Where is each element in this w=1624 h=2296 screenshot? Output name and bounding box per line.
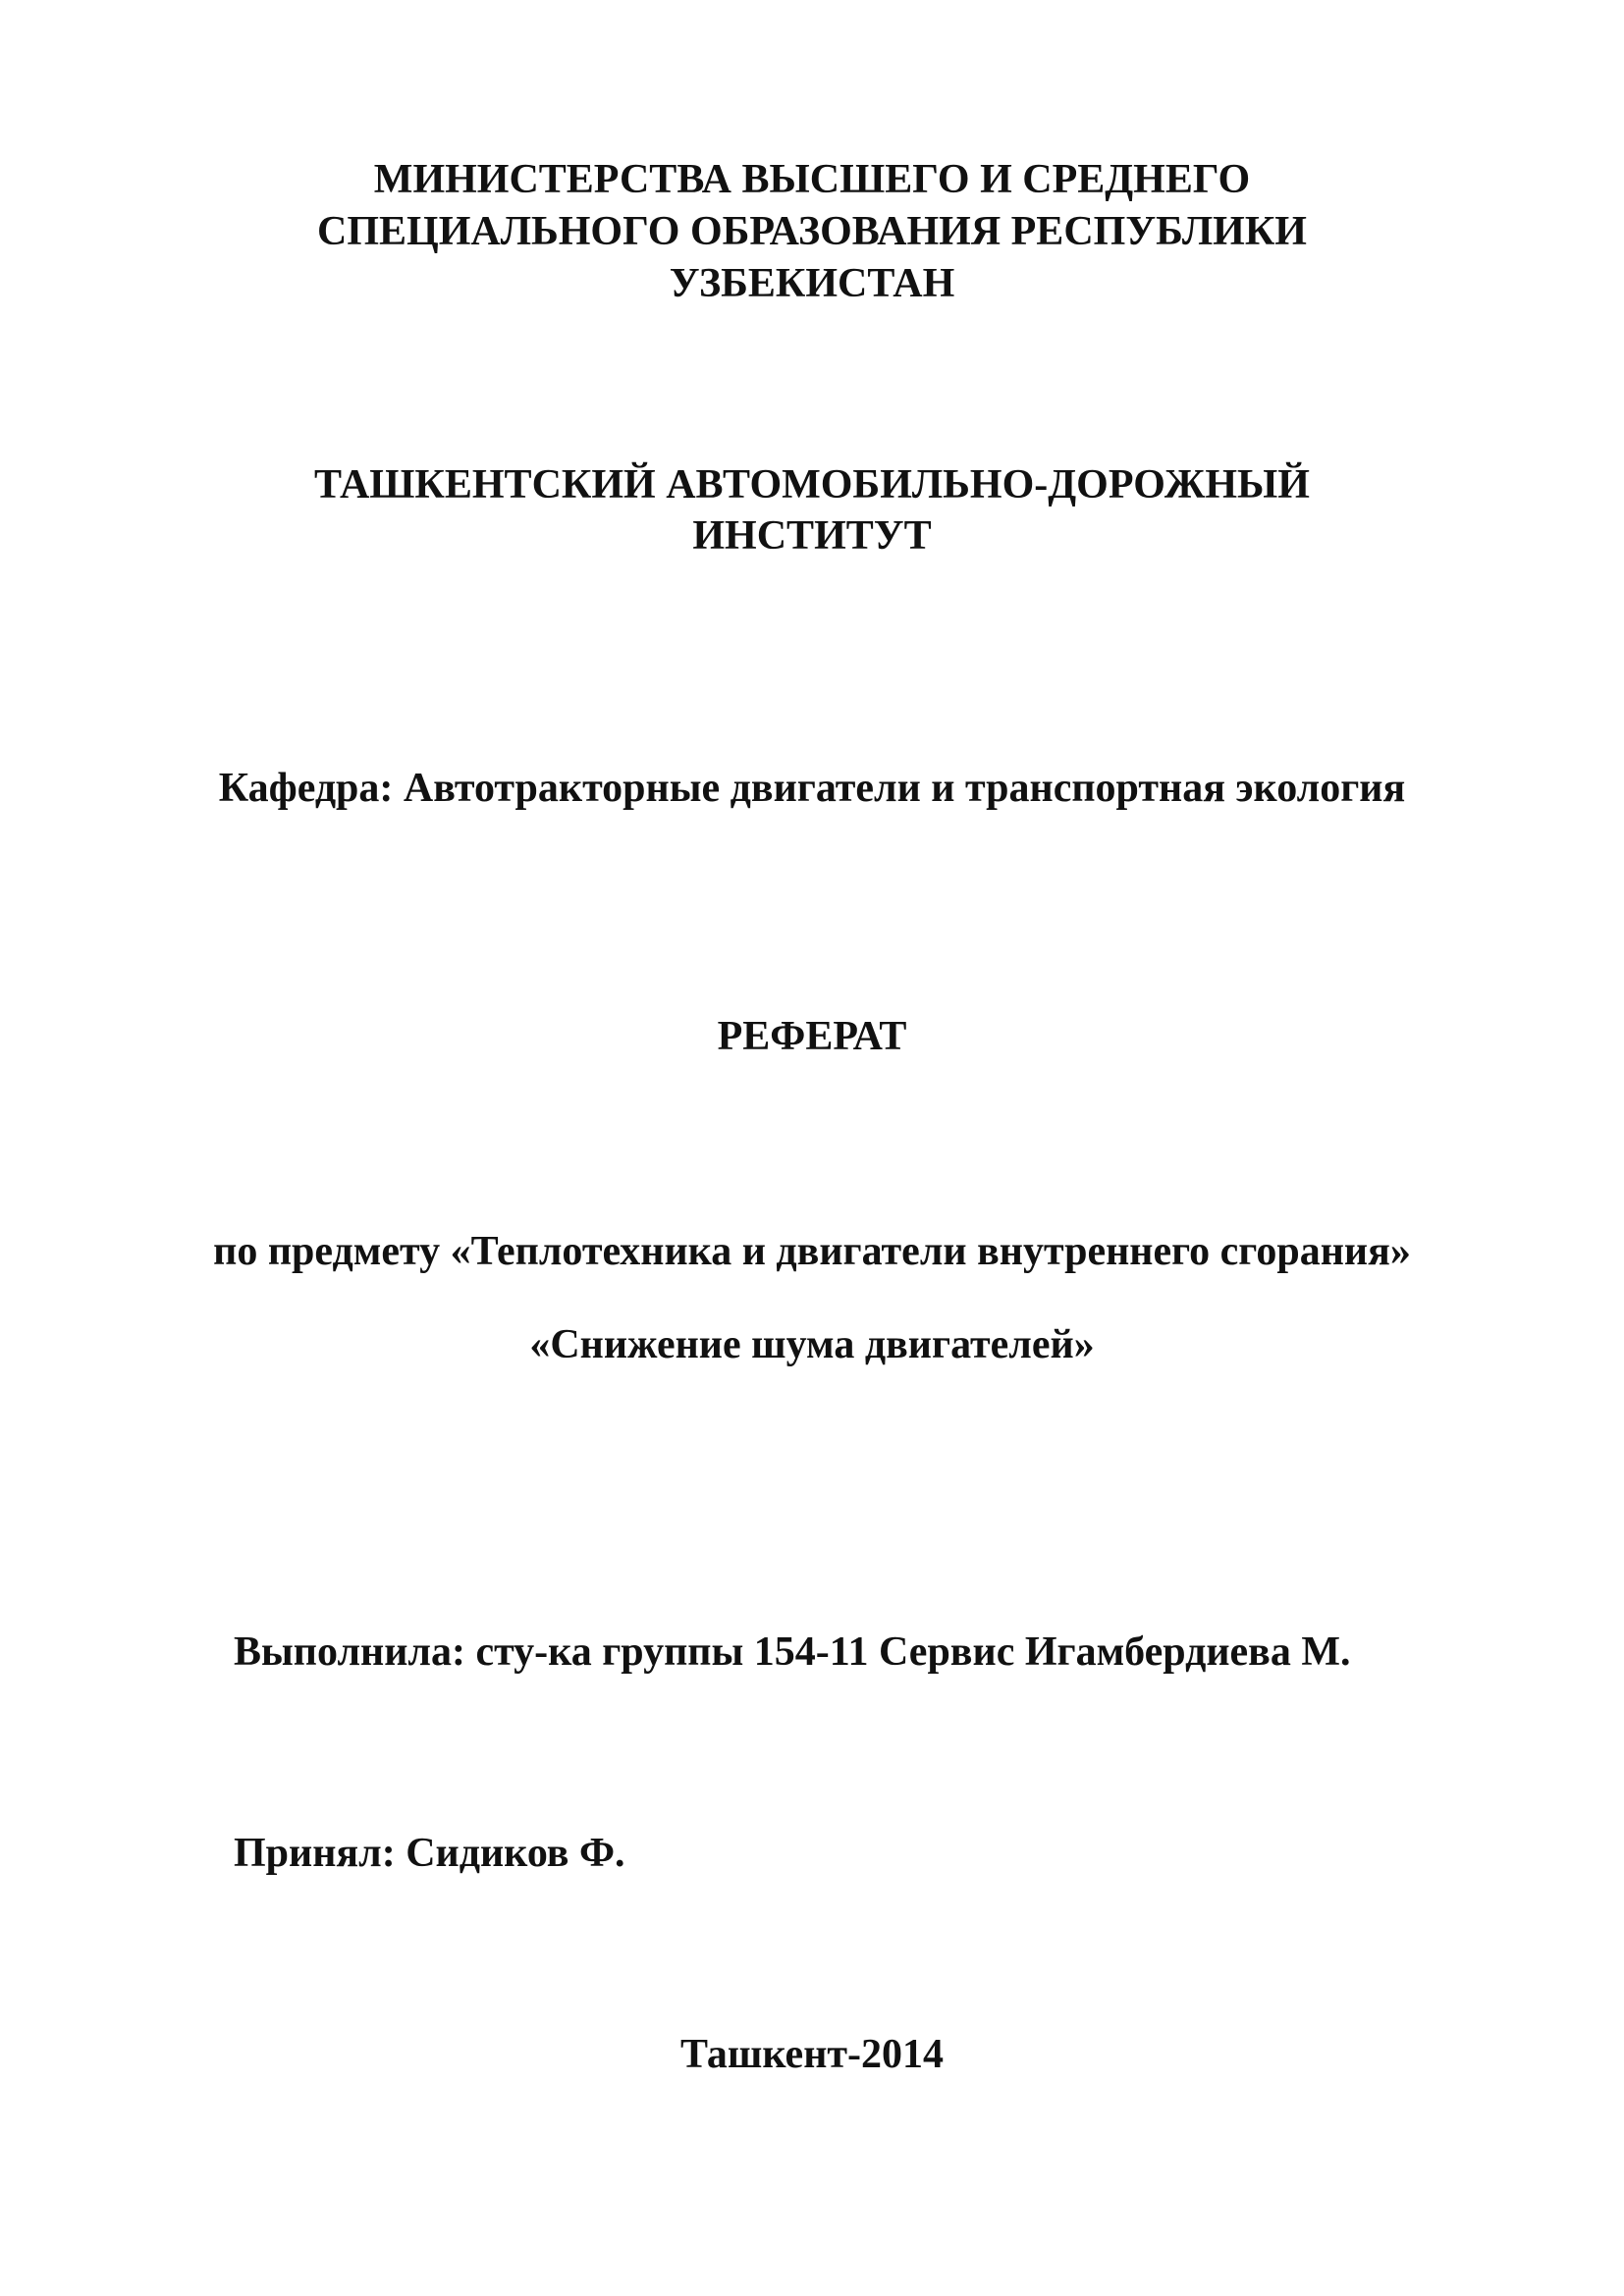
institute-line-2: ИНСТИТУТ xyxy=(692,513,932,559)
ministry-line-2: СПЕЦИАЛЬНОГО ОБРАЗОВАНИЯ РЕСПУБЛИКИ xyxy=(317,209,1307,254)
institute-line-1: ТАШКЕНТСКИЙ АВТОМОБИЛЬНО-ДОРОЖНЫЙ xyxy=(314,462,1310,507)
department: Кафедра: Автотракторные двигатели и транспортная экология xyxy=(218,766,1406,811)
place-year: Ташкент-2014 xyxy=(679,2032,945,2077)
subject: по предмету «Теплотехника и двигатели внутреннего сгорания» xyxy=(213,1229,1411,1274)
document-type: РЕФЕРАТ xyxy=(717,1014,907,1059)
topic: «Снижение шума двигателей» xyxy=(529,1322,1095,1367)
ministry-line-3: УЗБЕКИСТАН xyxy=(669,261,955,306)
reviewer: Принял: Сидиков Ф. xyxy=(234,1831,625,1876)
ministry-line-1: МИНИСТЕРСТВА ВЫСШЕГО И СРЕДНЕГО xyxy=(373,157,1251,202)
author: Выполнила: сту-ка группы 154-11 Сервис Игамбердиева М. xyxy=(234,1629,1351,1675)
